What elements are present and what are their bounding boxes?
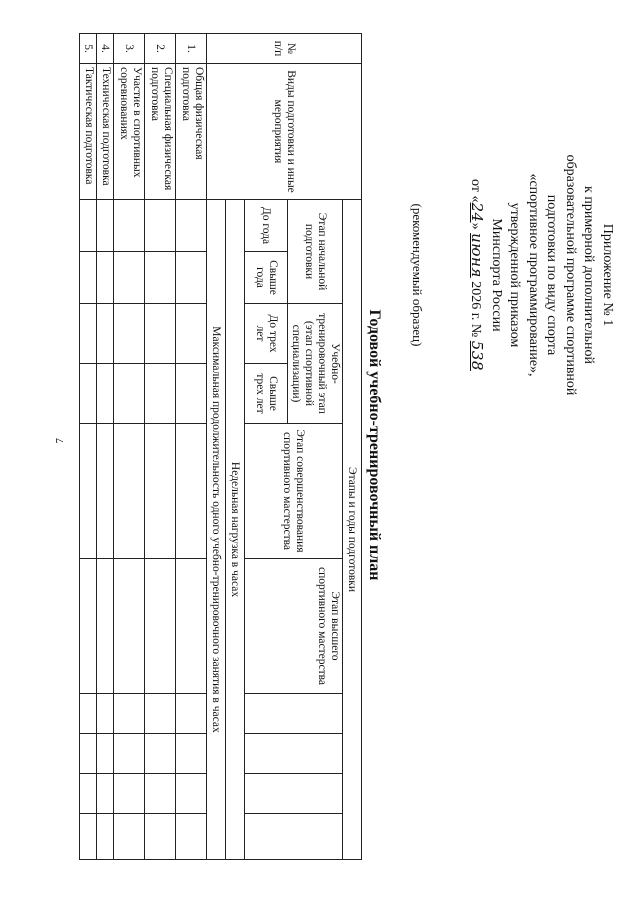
order-prefix: от « xyxy=(468,179,484,203)
row-name: Участие в спортивных соревнованиях xyxy=(114,64,145,200)
page-number: 7 xyxy=(54,438,66,444)
header-stages: Этапы и годы подготовки xyxy=(343,200,362,860)
sample-note: (рекомендуемый образец) xyxy=(410,203,425,347)
order-number-handwritten: 538 xyxy=(468,340,487,371)
appendix-header xyxy=(466,105,616,445)
header-up-to-year: До года xyxy=(245,200,288,252)
header-kinds: Виды подготовки и иные мероприятия xyxy=(207,64,362,200)
appendix-line: «спортивное программирование», xyxy=(526,173,541,377)
header-extra-cell xyxy=(245,814,343,860)
max-duration-row: Максимальная продолжительность одного учебно-тренировочного занятия в часах xyxy=(207,200,226,860)
appendix-line: подготовки по виду спорта xyxy=(544,194,560,356)
order-year: 2026 г. № xyxy=(468,277,484,341)
weekly-load-row: Недельная нагрузка в часах xyxy=(226,200,245,860)
header-over-year: Свыше года xyxy=(245,252,288,304)
row-name: Тактическая подготовка xyxy=(80,64,97,200)
row-no: 3. xyxy=(114,34,145,64)
appendix-line: образовательной программе спортивной xyxy=(563,154,578,396)
header-stage-training: Учебно-тренировочный этап (этап спортивной специализации) xyxy=(288,304,343,424)
header-no: № п/п xyxy=(207,34,362,64)
plan-title: Годовой учебно-тренировочный план xyxy=(366,309,383,581)
rotated-document-page xyxy=(20,25,620,865)
order-date-line xyxy=(466,105,487,445)
row-name: Общая физическая подготовка xyxy=(176,64,207,200)
header-stage-higher: Этап высшего спортивного мастерства xyxy=(245,559,343,694)
header-up-to-three: До трех лет xyxy=(245,304,288,364)
order-month-handwritten: июня xyxy=(468,233,487,278)
appendix-title: Приложение № 1 xyxy=(600,223,615,327)
row-no: 5. xyxy=(80,34,97,64)
header-stage-initial: Этап начальной подготовки xyxy=(288,200,343,304)
row-no: 4. xyxy=(97,34,114,64)
training-plan-table xyxy=(79,33,362,859)
header-extra-cell xyxy=(245,734,343,774)
row-name: Специальная физическая подготовка xyxy=(145,64,176,200)
appendix-line: Минспорта России xyxy=(489,218,504,332)
header-over-three: Свыше трех лет xyxy=(245,364,288,424)
row-no: 1. xyxy=(176,34,207,64)
order-mid: » xyxy=(468,222,484,234)
appendix-line: утвержденной приказом xyxy=(507,202,523,348)
order-day-handwritten: 24 xyxy=(468,202,487,223)
header-extra-cell xyxy=(245,774,343,814)
header-extra-cell xyxy=(245,694,343,734)
appendix-line: к примерной дополнительной xyxy=(581,186,597,364)
row-no: 2. xyxy=(145,34,176,64)
header-stage-improvement: Этап совершенствования спортивного мастерства xyxy=(245,424,343,559)
row-name: Техническая подготовка xyxy=(97,64,114,200)
